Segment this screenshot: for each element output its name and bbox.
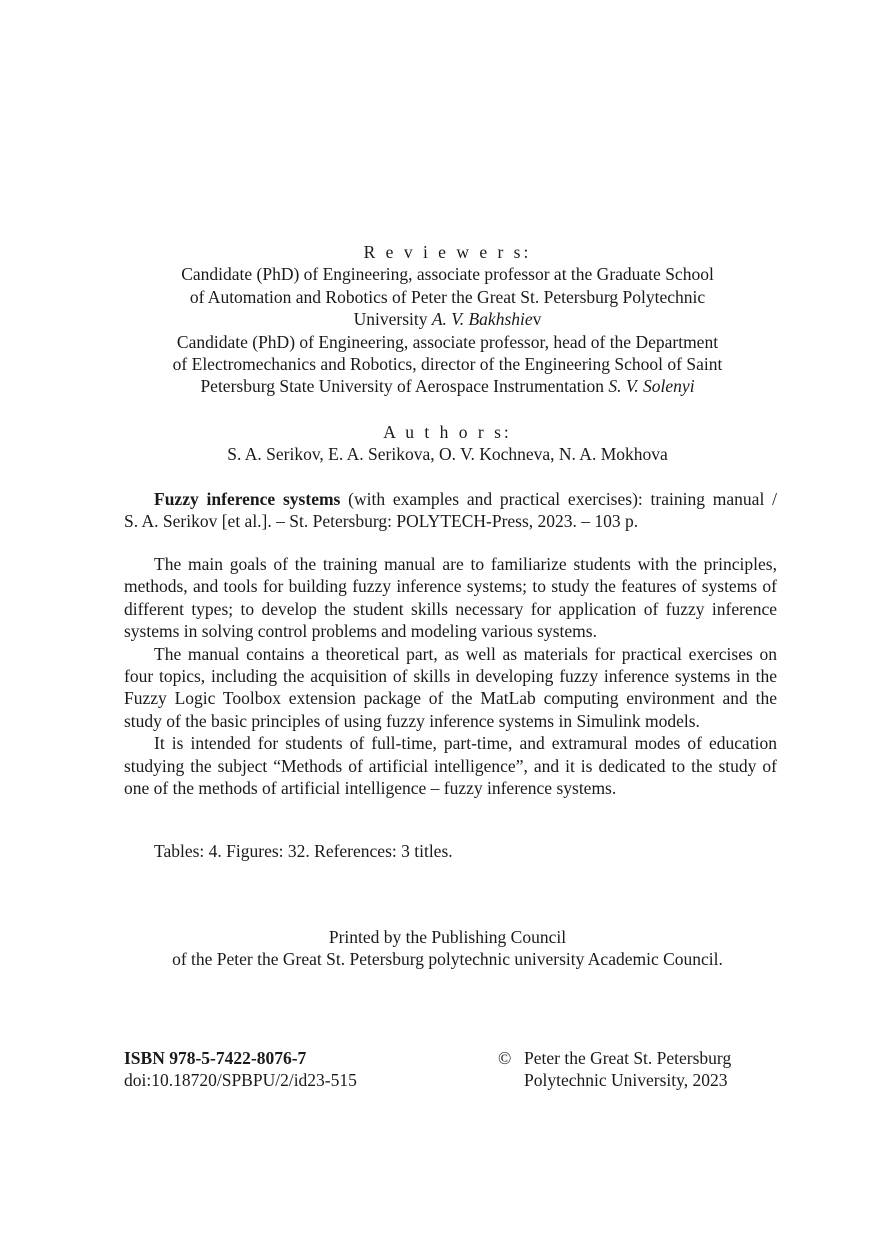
book-title: Fuzzy inference systems bbox=[154, 489, 341, 509]
copyright-icon: © bbox=[498, 1048, 512, 1068]
citation-line-2: S. A. Serikov [et al.]. – St. Petersburg: POLYTECH-Press, 2023. – 103 p. bbox=[124, 511, 639, 532]
isbn-block bbox=[124, 1047, 357, 1092]
printed-by-section bbox=[110, 926, 785, 971]
reviewer-2-name: S. V. Solenyi bbox=[608, 376, 695, 397]
citation-line-1 bbox=[124, 488, 777, 510]
copyright-block bbox=[498, 1047, 788, 1092]
abstract-paragraph-3: It is intended for students of full-time, part-time, and extramural modes of education studying the subject “Methods of artificial intelligence”, and it is dedicated to the study of one of the methods of artificial intelligence – fuzzy inference systems. bbox=[124, 733, 777, 799]
authors-section bbox=[110, 421, 785, 466]
reviewer-2-line-3 bbox=[110, 375, 785, 397]
reviewers-heading: R e v i e w e r s: bbox=[363, 242, 532, 262]
reviewer-2-line-1: Candidate (PhD) of Engineering, associate professor, head of the Department bbox=[176, 331, 719, 352]
abstract-paragraph-2: The manual contains a theoretical part, as well as materials for practical exercises on four topics, including the acquisition of skills in developing fuzzy inference systems in the Fuzzy Logic Toolbox extension package of the MatLab computing environment and the study of the basic principles of using fuzzy inference systems in Simulink models. bbox=[124, 643, 777, 731]
copyright-holder bbox=[524, 1047, 788, 1092]
reviewer-1-line-1: Candidate (PhD) of Engineering, associate professor at the Graduate School bbox=[181, 264, 714, 285]
isbn-number: ISBN 978-5-7422-8076-7 bbox=[124, 1048, 307, 1068]
abstract-paragraph-1: The main goals of the training manual are to familiarize students with the principles, methods, and tools for building fuzzy inference systems; to study the features of systems of different types; to develop the student skills necessary for application of fuzzy inference systems in solving control problems and modeling various systems. bbox=[124, 554, 777, 642]
doi: doi:10.18720/SPBPU/2/id23-515 bbox=[124, 1070, 357, 1091]
copyright-line-1: Peter the Great St. Petersburg bbox=[524, 1048, 732, 1068]
reviewer-2-line-2: of Electromechanics and Robotics, director of the Engineering School of Saint bbox=[172, 354, 723, 375]
reviewer-2-affiliation-tail: Petersburg State University of Aerospace Instrumentation bbox=[200, 376, 609, 397]
bibliographic-citation bbox=[124, 488, 777, 533]
reviewer-1-affiliation-tail: University bbox=[353, 309, 432, 330]
reviewer-1-line-3 bbox=[110, 308, 785, 330]
authors-heading: A u t h o r s: bbox=[383, 422, 512, 442]
copyright-line-2: Polytechnic University, 2023 bbox=[524, 1070, 728, 1091]
printed-line-2: of the Peter the Great St. Petersburg polytechnic university Academic Council. bbox=[172, 949, 723, 970]
printed-line-1: Printed by the Publishing Council bbox=[328, 927, 567, 947]
reviewer-1-name: A. V. Bakhshie bbox=[431, 309, 533, 330]
authors-names: S. A. Serikov, E. A. Serikova, O. V. Kochneva, N. A. Mokhova bbox=[227, 444, 668, 465]
reviewer-1-line-2: of Automation and Robotics of Peter the Great St. Petersburg Polytechnic bbox=[189, 286, 706, 307]
reviewer-1-name-tail: v bbox=[532, 309, 542, 330]
reviewers-section bbox=[110, 241, 785, 398]
abstract-section bbox=[124, 553, 777, 799]
counts-line: Tables: 4. Figures: 32. References: 3 titles. bbox=[154, 841, 453, 861]
citation-subtitle: (with examples and practical exercises): training manual / bbox=[340, 489, 777, 509]
